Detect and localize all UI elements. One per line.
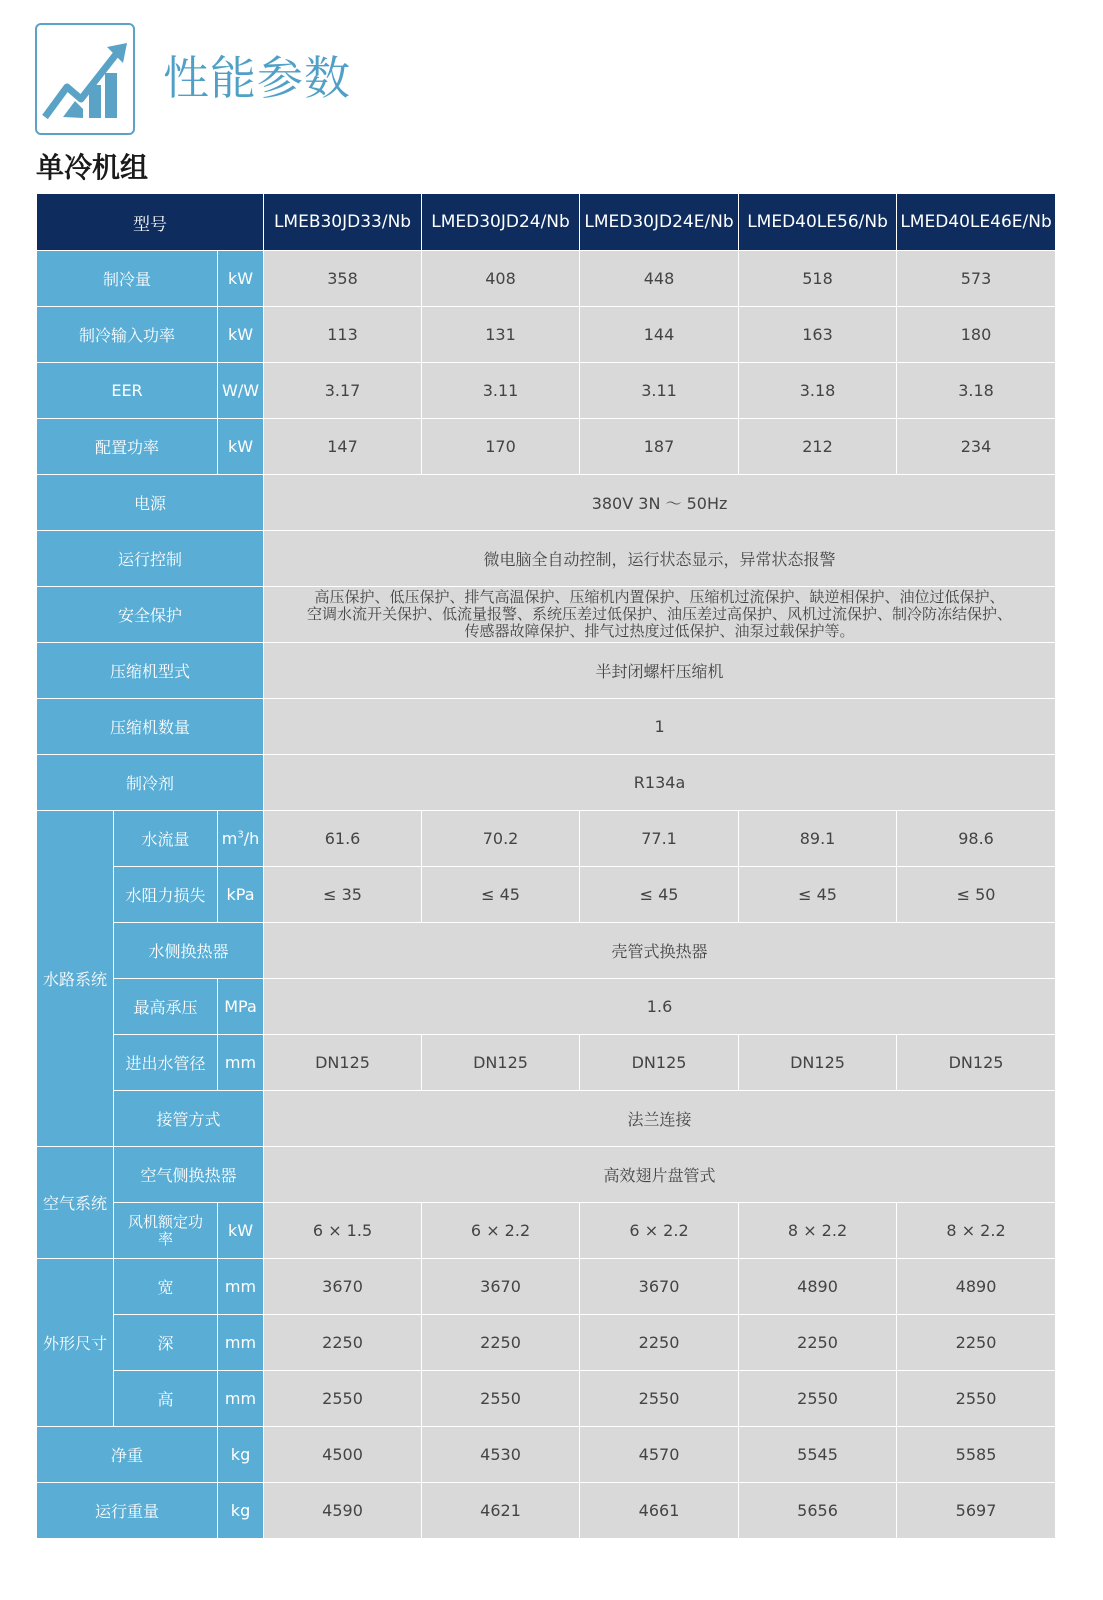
row-label: 压缩机数量 [37, 699, 264, 755]
cell-value: 448 [580, 251, 739, 307]
row-unit: kW [218, 251, 264, 307]
cell-value: 1 [264, 699, 1056, 755]
row-label: 制冷剂 [37, 755, 264, 811]
row-unit: kW [218, 419, 264, 475]
page-title: 性能参数 [163, 51, 351, 105]
row-unit [218, 811, 264, 867]
cell-value: 170 [422, 419, 580, 475]
table-row-max-pressure [37, 979, 1056, 1035]
row-label-line: 率 [157, 1229, 173, 1248]
cell-value: 212 [739, 419, 897, 475]
cell-value: 113 [264, 307, 422, 363]
table-row-safety [37, 587, 1056, 643]
cell-value: 2250 [264, 1315, 422, 1371]
group-label: 水路系统 [37, 811, 114, 1147]
cell-value: 5697 [897, 1483, 1056, 1539]
cell-value: 5545 [739, 1427, 897, 1483]
cell-value: 380V 3N ～ 50Hz [264, 475, 1056, 531]
row-unit: kW [218, 1203, 264, 1259]
cell-value: 573 [897, 251, 1056, 307]
model-name: LMED30JD24E/Nb [580, 194, 739, 251]
table-row-compressor-type [37, 643, 1056, 699]
table-row-config-power [37, 419, 1056, 475]
model-name: LMED30JD24/Nb [422, 194, 580, 251]
row-label: 电源 [37, 475, 264, 531]
row-label [114, 1203, 218, 1259]
table-row-compressor-count [37, 699, 1056, 755]
table-row-net-weight [37, 1427, 1056, 1483]
cell-value: 3670 [264, 1259, 422, 1315]
table-row-control [37, 531, 1056, 587]
cell-value: 4570 [580, 1427, 739, 1483]
row-label: 净重 [37, 1427, 218, 1483]
table-row-fan-power [37, 1203, 1056, 1259]
cell-value: 70.2 [422, 811, 580, 867]
cell-value: 89.1 [739, 811, 897, 867]
table-row-eer [37, 363, 1056, 419]
model-name: LMED40LE46E/Nb [897, 194, 1056, 251]
row-label: 宽 [114, 1259, 218, 1315]
section-subtitle: 单冷机组 [36, 151, 149, 184]
cell-value: 98.6 [897, 811, 1056, 867]
row-unit: kW [218, 307, 264, 363]
cell-value: 180 [897, 307, 1056, 363]
cell-value: 2550 [739, 1371, 897, 1427]
table-row-width [37, 1259, 1056, 1315]
model-name: LMEB30JD33/Nb [264, 194, 422, 251]
cell-value: 163 [739, 307, 897, 363]
cell-value: 5585 [897, 1427, 1056, 1483]
row-label: 水阻力损失 [114, 867, 218, 923]
cell-value: 3.11 [580, 363, 739, 419]
model-header-label: 型号 [37, 194, 264, 251]
row-label: 深 [114, 1315, 218, 1371]
cell-value: 3.18 [739, 363, 897, 419]
cell-value: 3.11 [422, 363, 580, 419]
row-label: 水侧换热器 [114, 923, 264, 979]
row-label: 空气侧换热器 [114, 1147, 264, 1203]
cell-value: 77.1 [580, 811, 739, 867]
unit-tail: /h [243, 829, 260, 848]
cell-value: 131 [422, 307, 580, 363]
cell-value: DN125 [897, 1035, 1056, 1091]
row-label: 安全保护 [37, 587, 264, 643]
table-row-model [37, 194, 1056, 251]
safety-line: 传感器故障保护、排气过热度过低保护、油泵过载保护等。 [464, 622, 855, 640]
cell-value: ≤ 45 [739, 867, 897, 923]
table-row-cooling-capacity [37, 251, 1056, 307]
table-row-power-supply [37, 475, 1056, 531]
cell-value: 6 × 2.2 [422, 1203, 580, 1259]
cell-value: ≤ 50 [897, 867, 1056, 923]
cell-value: ≤ 45 [422, 867, 580, 923]
row-label: 运行重量 [37, 1483, 218, 1539]
row-label: 高 [114, 1371, 218, 1427]
row-label: 配置功率 [37, 419, 218, 475]
safety-line: 高压保护、低压保护、排气高温保护、压缩机内置保护、压缩机过流保护、缺逆相保护、油位过低保护、 [314, 588, 1005, 606]
cell-value: 3670 [580, 1259, 739, 1315]
cell-value: 1.6 [264, 979, 1056, 1035]
table-row-water-resistance [37, 867, 1056, 923]
cell-value: 234 [897, 419, 1056, 475]
cell-value: 5656 [739, 1483, 897, 1539]
row-unit: kg [218, 1427, 264, 1483]
group-label: 外形尺寸 [37, 1259, 114, 1427]
cell-value: DN125 [739, 1035, 897, 1091]
cell-value: 8 × 2.2 [897, 1203, 1056, 1259]
cell-value: DN125 [422, 1035, 580, 1091]
table-row-height [37, 1371, 1056, 1427]
cell-value: 4890 [739, 1259, 897, 1315]
cell-value: 2550 [422, 1371, 580, 1427]
cell-value: R134a [264, 755, 1056, 811]
cell-value: 358 [264, 251, 422, 307]
row-unit: mm [218, 1315, 264, 1371]
cell-value: ≤ 45 [580, 867, 739, 923]
cell-value: 壳管式换热器 [264, 923, 1056, 979]
cell-value: 高效翅片盘管式 [264, 1147, 1056, 1203]
row-label-line: 风机额定功 [127, 1212, 203, 1231]
group-label: 空气系统 [37, 1147, 114, 1259]
cell-value: 4661 [580, 1483, 739, 1539]
cell-value: 4530 [422, 1427, 580, 1483]
cell-value: 2250 [739, 1315, 897, 1371]
table-row-air-exchanger [37, 1147, 1056, 1203]
cell-value: 408 [422, 251, 580, 307]
spec-table [36, 193, 1056, 1539]
cell-value: 518 [739, 251, 897, 307]
table-row-pipe-diameter [37, 1035, 1056, 1091]
row-label: 压缩机型式 [37, 643, 264, 699]
safety-line: 空调水流开关保护、低流量报警、系统压差过低保护、油压差过高保护、风机过流保护、制冷防冻结保护、 [307, 605, 1013, 623]
bar-chart-trend-icon [37, 25, 137, 137]
row-label: 最高承压 [114, 979, 218, 1035]
unit-base: m [221, 829, 238, 848]
row-label: 制冷量 [37, 251, 218, 307]
row-label: 制冷输入功率 [37, 307, 218, 363]
performance-logo [35, 23, 135, 135]
cell-value: 6 × 2.2 [580, 1203, 739, 1259]
row-label: 水流量 [114, 811, 218, 867]
cell-value: DN125 [580, 1035, 739, 1091]
row-unit: mm [218, 1371, 264, 1427]
cell-value: 61.6 [264, 811, 422, 867]
row-unit: MPa [218, 979, 264, 1035]
cell-value: 187 [580, 419, 739, 475]
cell-value: 半封闭螺杆压缩机 [264, 643, 1056, 699]
cell-value [264, 587, 1056, 643]
table-row-cooling-input-power [37, 307, 1056, 363]
row-unit: W/W [218, 363, 264, 419]
cell-value: 4621 [422, 1483, 580, 1539]
table-row-water-exchanger [37, 923, 1056, 979]
unit-sup: 3 [237, 829, 244, 841]
cell-value: ≤ 35 [264, 867, 422, 923]
cell-value: 3670 [422, 1259, 580, 1315]
cell-value: 4590 [264, 1483, 422, 1539]
table-row-refrigerant [37, 755, 1056, 811]
cell-value: 2550 [264, 1371, 422, 1427]
cell-value: 3.18 [897, 363, 1056, 419]
cell-value: 2250 [422, 1315, 580, 1371]
row-unit: kPa [218, 867, 264, 923]
table-row-depth [37, 1315, 1056, 1371]
row-label: 接管方式 [114, 1091, 264, 1147]
row-label: 进出水管径 [114, 1035, 218, 1091]
cell-value: 8 × 2.2 [739, 1203, 897, 1259]
table-row-operating-weight [37, 1483, 1056, 1539]
row-unit: kg [218, 1483, 264, 1539]
cell-value: 4500 [264, 1427, 422, 1483]
cell-value: 法兰连接 [264, 1091, 1056, 1147]
cell-value: 2250 [580, 1315, 739, 1371]
cell-value: 144 [580, 307, 739, 363]
table-row-water-flow [37, 811, 1056, 867]
cell-value: DN125 [264, 1035, 422, 1091]
model-name: LMED40LE56/Nb [739, 194, 897, 251]
cell-value: 2550 [580, 1371, 739, 1427]
row-label: 运行控制 [37, 531, 264, 587]
row-unit: mm [218, 1035, 264, 1091]
row-unit: mm [218, 1259, 264, 1315]
cell-value: 2250 [897, 1315, 1056, 1371]
cell-value: 147 [264, 419, 422, 475]
cell-value: 4890 [897, 1259, 1056, 1315]
cell-value: 2550 [897, 1371, 1056, 1427]
cell-value: 3.17 [264, 363, 422, 419]
table-row-connection [37, 1091, 1056, 1147]
cell-value: 6 × 1.5 [264, 1203, 422, 1259]
row-label: EER [37, 363, 218, 419]
cell-value: 微电脑全自动控制，运行状态显示，异常状态报警 [264, 531, 1056, 587]
